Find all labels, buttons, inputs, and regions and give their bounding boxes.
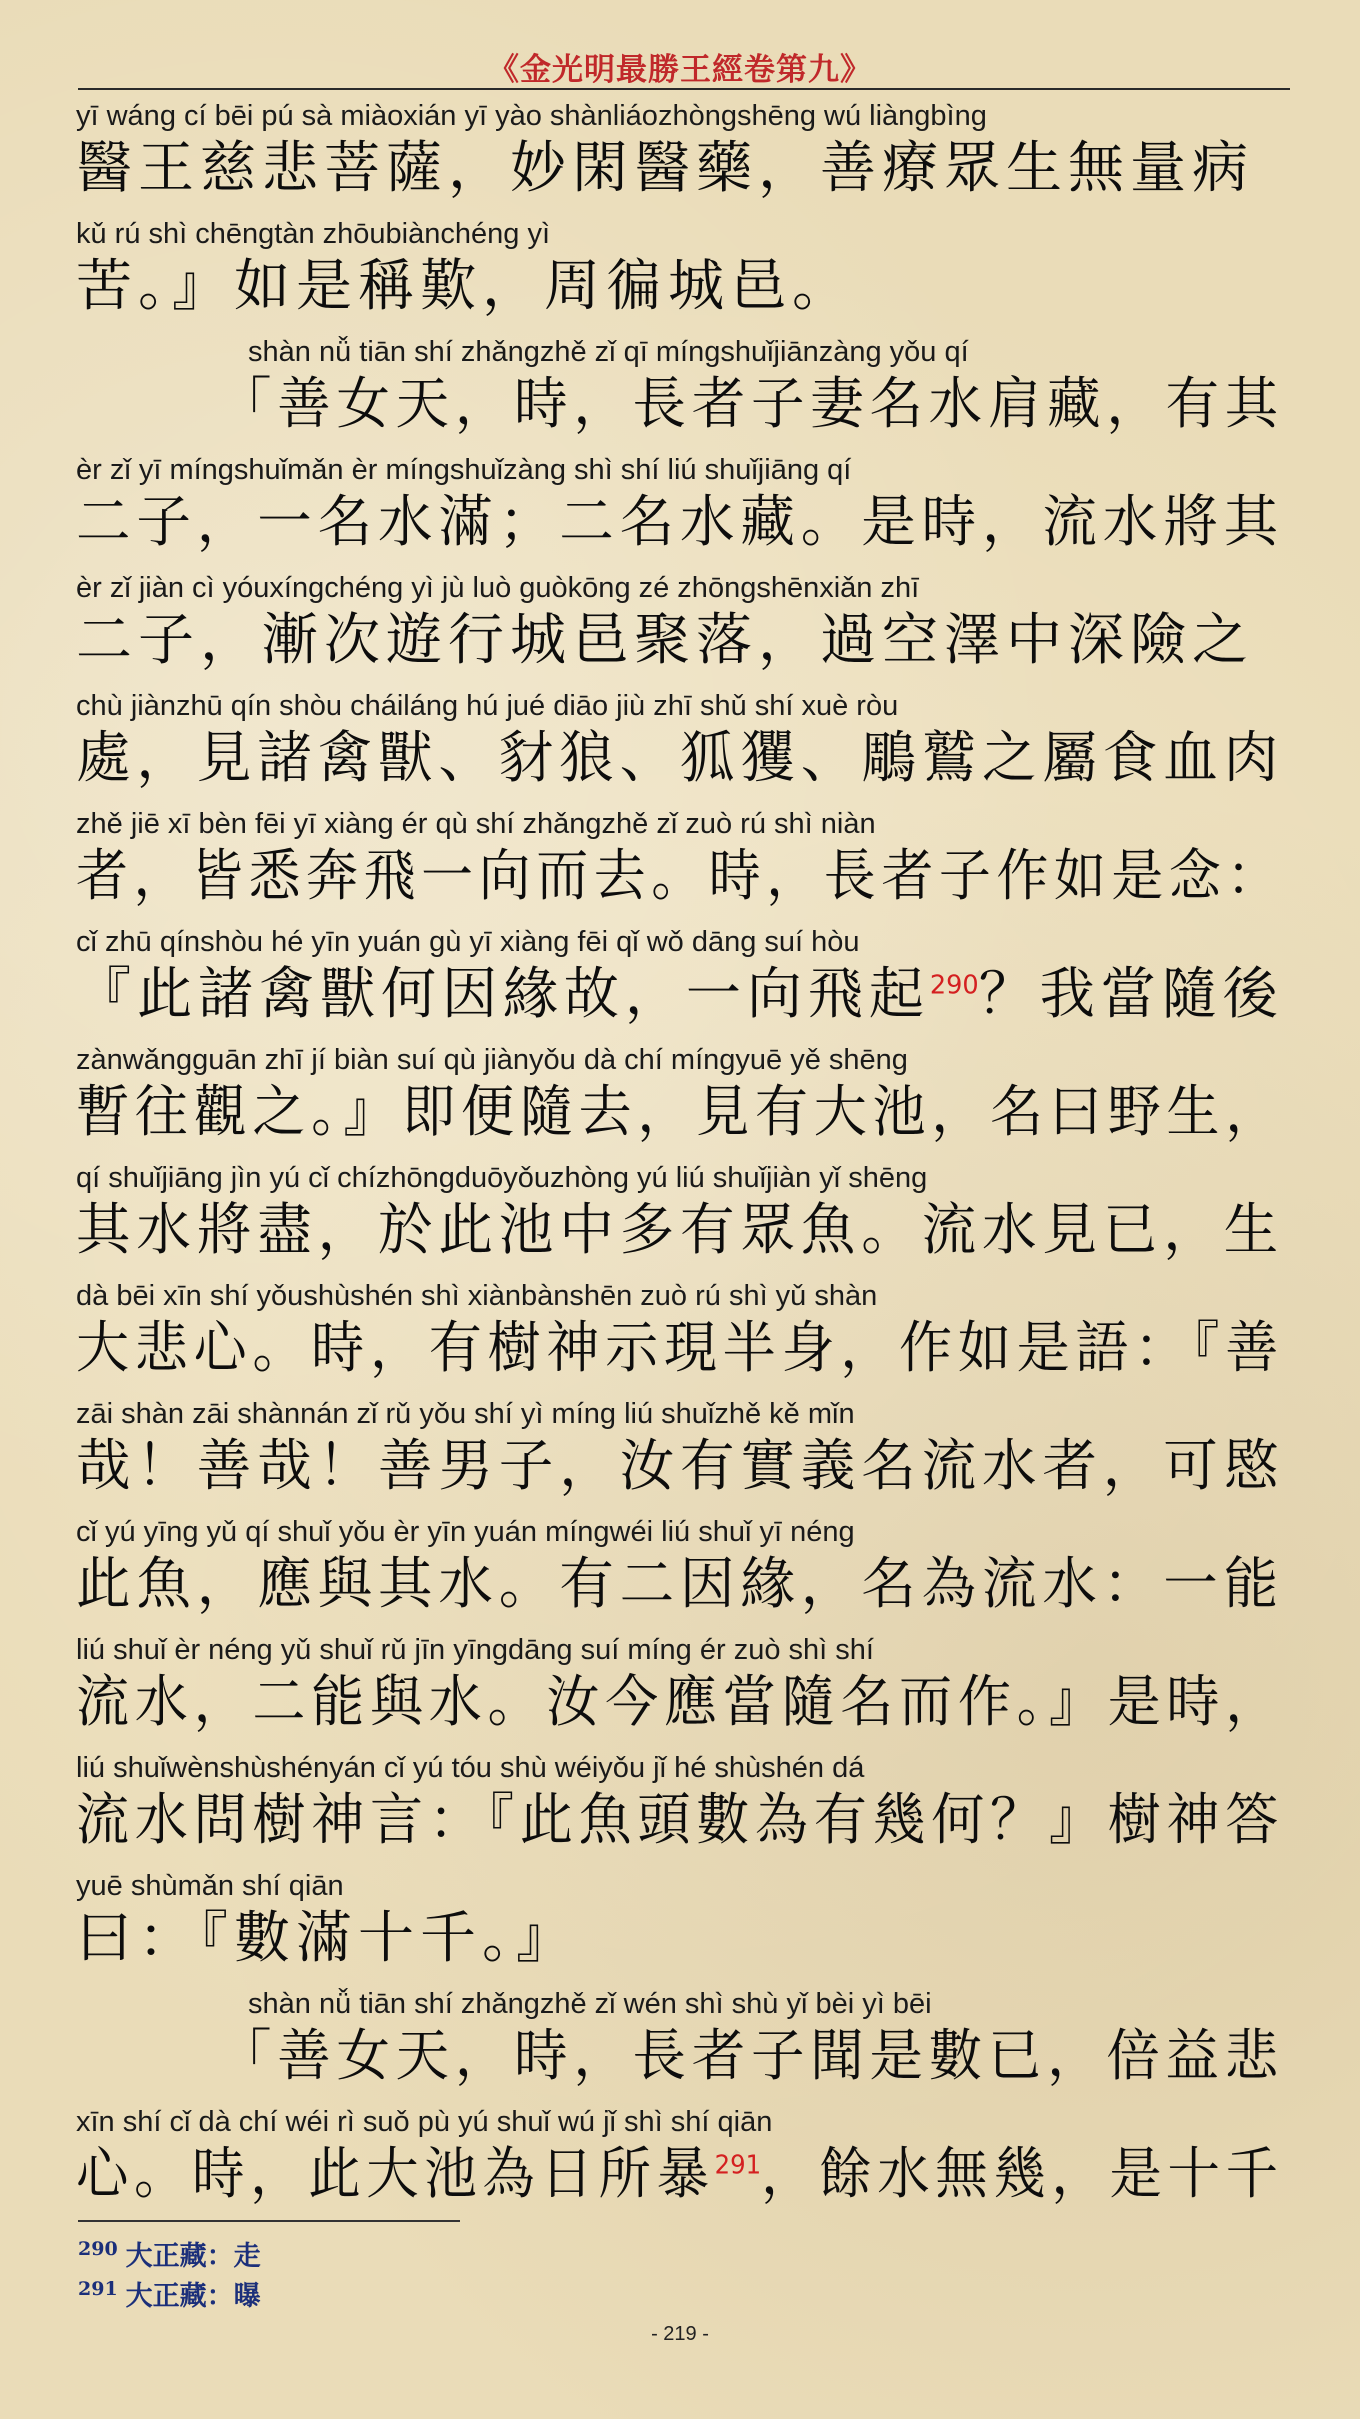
- chinese-text: 心。時，此大池為日所暴: [76, 2142, 715, 2207]
- chinese-text: ，餘水無幾，是十千: [761, 2142, 1284, 2207]
- footnote-number: 290: [78, 2238, 118, 2260]
- text-line: [76, 806, 1286, 924]
- pinyin-line: qí shuǐjiāng jìn yú cǐ chízhōngduōyǒuzhòng yú liú shuǐjiàn yǐ shēng: [76, 1162, 928, 1194]
- text-line: [76, 1750, 1286, 1868]
- chinese-line: [76, 1196, 1284, 1266]
- footnote-divider: [78, 2220, 460, 2222]
- chinese-line: [76, 2140, 1284, 2210]
- text-line: [76, 334, 1286, 452]
- footnote-text: 大正藏：曝: [125, 2281, 261, 2312]
- chinese-text: 者，皆悉奔飛一向而去。時，長者子作如是念：: [76, 844, 1284, 909]
- chinese-line: [218, 2022, 1284, 2092]
- pinyin-line: zànwǎngguān zhī jí biàn suí qù jiànyǒu dà chí míngyuē yě shēng: [76, 1044, 908, 1076]
- chinese-text: 暫往觀之。』即便隨去，見有大池，名曰野生，: [76, 1080, 1284, 1145]
- text-line: [76, 98, 1286, 216]
- pinyin-line: kǔ rú shì chēngtàn zhōubiànchéng yì: [76, 218, 550, 250]
- pinyin-line: èr zǐ jiàn cì yóuxíngchéng yì jù luò guòkōng zé zhōngshēnxiǎn zhī: [76, 572, 920, 604]
- chinese-line: [76, 1432, 1284, 1502]
- chinese-text: 「善女天，時，長者子聞是數已，倍益悲: [218, 2024, 1284, 2089]
- pinyin-line: shàn nǚ tiān shí zhǎngzhě zǐ qī míngshuǐjiānzàng yǒu qí: [248, 336, 969, 368]
- chinese-text: 其水將盡，於此池中多有眾魚。流水見已，生: [76, 1198, 1284, 1263]
- pinyin-line: dà bēi xīn shí yǒushùshén shì xiànbànshēn zuò rú shì yǔ shàn: [76, 1280, 878, 1312]
- chinese-text: 流水問樹神言：『此魚頭數為有幾何？』樹神答: [76, 1788, 1284, 1853]
- chinese-line: [76, 1668, 1284, 1738]
- chinese-text: 流水，二能與水。汝今應當隨名而作。』是時，: [76, 1670, 1284, 1735]
- chinese-text: 二子，漸次遊行城邑聚落，過空澤中深險之: [76, 608, 1254, 673]
- chinese-text: 『此諸禽獸何因緣故，一向飛起: [76, 962, 930, 1027]
- pinyin-line: yī wáng cí bēi pú sà miàoxián yī yào shànliáozhòngshēng wú liàngbìng: [76, 100, 987, 132]
- chinese-text: 曰：『數滿十千。』: [76, 1906, 578, 1971]
- chinese-line: [76, 1314, 1284, 1384]
- chinese-text: 「善女天，時，長者子妻名水肩藏，有其: [218, 372, 1284, 437]
- chinese-text: 醫王慈悲菩薩，妙閑醫藥，善療眾生無量病: [76, 136, 1254, 201]
- chinese-text: 二子，一名水滿；二名水藏。是時，流水將其: [76, 490, 1284, 555]
- footnote-item: [78, 2234, 261, 2274]
- footnote-item: [78, 2274, 261, 2314]
- pinyin-line: shàn nǚ tiān shí zhǎngzhě zǐ wén shì shù yǐ bèi yì bēi: [248, 1988, 932, 2020]
- chinese-text: ？我當隨後: [978, 962, 1284, 1027]
- book-title-header: 《金光明最勝王經卷第九》: [488, 52, 872, 88]
- text-line: [76, 688, 1286, 806]
- text-line: [76, 2104, 1286, 2222]
- chinese-line: [76, 960, 1284, 1030]
- text-line: [76, 1868, 1286, 1986]
- chinese-text: 大悲心。時，有樹神示現半身，作如是語：『善: [76, 1316, 1284, 1381]
- footnotes: [78, 2234, 261, 2314]
- pinyin-line: yuē shùmǎn shí qiān: [76, 1870, 344, 1902]
- header-divider: [78, 88, 1290, 90]
- text-line: [76, 1396, 1286, 1514]
- pinyin-line: cǐ zhū qínshòu hé yīn yuán gù yī xiàng fēi qǐ wǒ dāng suí hòu: [76, 926, 860, 958]
- chinese-line: [76, 842, 1284, 912]
- text-line: [76, 1278, 1286, 1396]
- chinese-text: 苦。』如是稱歎，周徧城邑。: [76, 254, 854, 319]
- chinese-line: [76, 1786, 1284, 1856]
- pinyin-line: liú shuǐ èr néng yǔ shuǐ rǔ jīn yīngdāng suí míng ér zuò shì shí: [76, 1634, 874, 1666]
- text-line: [76, 452, 1286, 570]
- chinese-line: [76, 1904, 578, 1974]
- text-line: [76, 1632, 1286, 1750]
- chinese-line: [76, 606, 1254, 676]
- text-line: [76, 924, 1286, 1042]
- text-line: [76, 1986, 1286, 2104]
- text-line: [76, 1514, 1286, 1632]
- chinese-line: [76, 134, 1254, 204]
- chinese-line: [76, 1550, 1284, 1620]
- pinyin-line: cǐ yú yīng yǔ qí shuǐ yǒu èr yīn yuán míngwéi liú shuǐ yī néng: [76, 1516, 855, 1548]
- text-line: [76, 570, 1286, 688]
- pinyin-line: liú shuǐwènshùshényán cǐ yú tóu shù wéiyǒu jǐ hé shùshén dá: [76, 1752, 865, 1784]
- page-number: - 219 -: [651, 2323, 709, 2345]
- pinyin-line: xīn shí cǐ dà chí wéi rì suǒ pù yú shuǐ wú jǐ shì shí qiān: [76, 2106, 773, 2138]
- chinese-text: 此魚，應與其水。有二因緣，名為流水：一能: [76, 1552, 1284, 1617]
- chinese-text: 處，見諸禽獸、豺狼、狐玃、鵰鷲之屬食血肉: [76, 726, 1284, 791]
- pinyin-line: zāi shàn zāi shànnán zǐ rǔ yǒu shí yì míng liú shuǐzhě kě mǐn: [76, 1398, 855, 1430]
- chinese-text: 哉！善哉！善男子，汝有實義名流水者，可愍: [76, 1434, 1284, 1499]
- text-line: [76, 216, 1286, 334]
- footnote-ref[interactable]: 291: [714, 2150, 762, 2181]
- footnote-text: 大正藏：走: [125, 2241, 261, 2272]
- chinese-line: [76, 488, 1284, 558]
- chinese-line: [76, 724, 1284, 794]
- text-line: [76, 1160, 1286, 1278]
- chinese-line: [76, 252, 854, 322]
- footnote-number: 291: [78, 2278, 118, 2300]
- chinese-line: [218, 370, 1284, 440]
- chinese-line: [76, 1078, 1284, 1148]
- sutra-text-body: [76, 98, 1286, 2222]
- footnote-ref[interactable]: 290: [929, 970, 979, 1001]
- pinyin-line: èr zǐ yī míngshuǐmǎn èr míngshuǐzàng shì shí liú shuǐjiāng qí: [76, 454, 852, 486]
- pinyin-line: zhě jiē xī bèn fēi yī xiàng ér qù shí zhǎngzhě zǐ zuò rú shì niàn: [76, 808, 876, 840]
- pinyin-line: chù jiànzhū qín shòu cháiláng hú jué diāo jiù zhī shǔ shí xuè ròu: [76, 690, 899, 722]
- text-line: [76, 1042, 1286, 1160]
